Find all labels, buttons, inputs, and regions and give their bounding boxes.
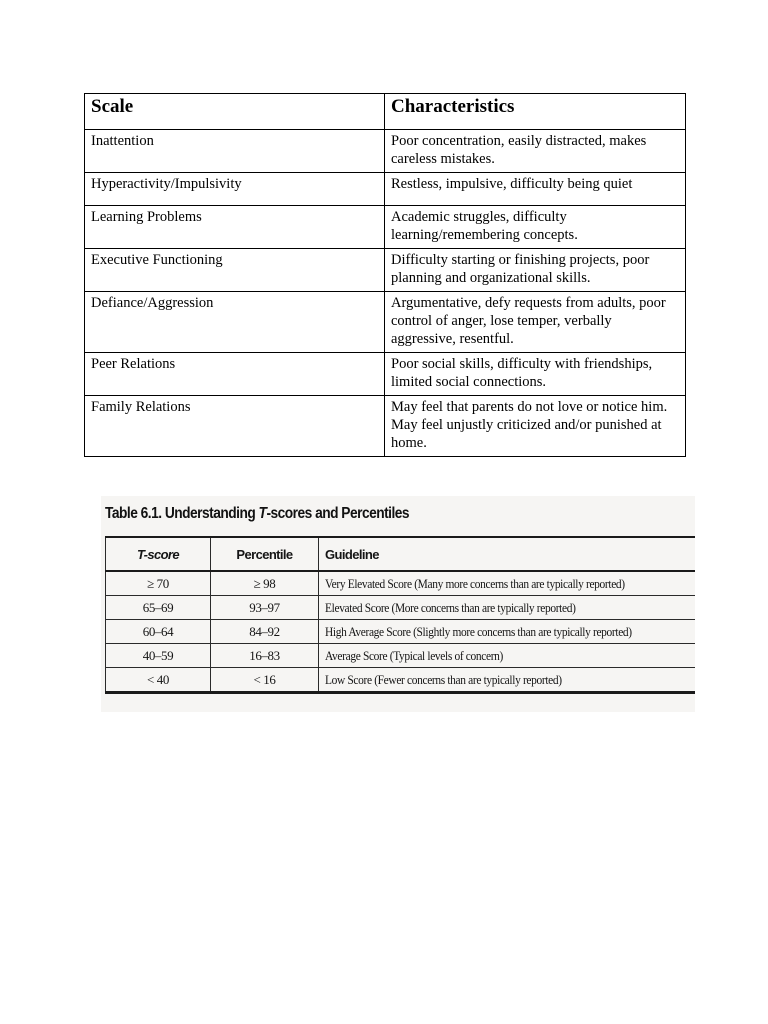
scale-cell: Executive Functioning bbox=[85, 249, 385, 292]
caption-prefix: Table 6.1. Understanding bbox=[105, 505, 259, 522]
table-header-row bbox=[106, 537, 696, 571]
table-row bbox=[85, 206, 686, 249]
column-header-characteristics: Characteristics bbox=[385, 94, 686, 130]
guideline-cell bbox=[319, 571, 696, 596]
table-caption bbox=[105, 505, 409, 523]
guideline-text: Very Elevated Score (Many more concerns than are typically reported) bbox=[325, 575, 625, 591]
table-row bbox=[106, 620, 696, 644]
table-row bbox=[106, 571, 696, 596]
characteristics-cell: Argumentative, defy requests from adults, poor control of anger, lose temper, verbally aggressive, resentful. bbox=[385, 292, 686, 353]
caption-italic-t: T bbox=[258, 505, 267, 522]
guideline-text: Elevated Score (More concerns than are typically reported) bbox=[325, 599, 576, 615]
guideline-text: High Average Score (Slightly more concerns than are typically reported) bbox=[325, 623, 632, 639]
guideline-text: Low Score (Fewer concerns than are typically reported) bbox=[325, 671, 562, 687]
tscore-table-figure bbox=[101, 496, 695, 712]
table-row bbox=[106, 644, 696, 668]
characteristics-cell: Poor social skills, difficulty with friendships, limited social connections. bbox=[385, 353, 686, 396]
guideline-cell bbox=[319, 596, 696, 620]
table-row bbox=[106, 668, 696, 693]
table-row bbox=[106, 596, 696, 620]
tscore-cell: 60–64 bbox=[106, 620, 211, 644]
table-row bbox=[85, 173, 686, 206]
scale-characteristics-table bbox=[84, 93, 686, 457]
scale-cell: Hyperactivity/Impulsivity bbox=[85, 173, 385, 206]
guideline-cell bbox=[319, 668, 696, 693]
guideline-cell bbox=[319, 620, 696, 644]
characteristics-cell: Academic struggles, difficulty learning/remembering concepts. bbox=[385, 206, 686, 249]
column-header-guideline: Guideline bbox=[319, 537, 696, 571]
caption-suffix: -scores and Percentiles bbox=[266, 505, 410, 522]
characteristics-cell: Restless, impulsive, difficulty being quiet bbox=[385, 173, 686, 206]
percentile-cell: ≥ 98 bbox=[211, 571, 319, 596]
guideline-cell bbox=[319, 644, 696, 668]
column-header-percentile: Percentile bbox=[211, 537, 319, 571]
scale-cell: Inattention bbox=[85, 130, 385, 173]
table-row bbox=[85, 353, 686, 396]
table-row bbox=[85, 249, 686, 292]
scale-cell: Peer Relations bbox=[85, 353, 385, 396]
tscore-table bbox=[105, 536, 695, 694]
scale-cell: Learning Problems bbox=[85, 206, 385, 249]
scale-cell: Family Relations bbox=[85, 396, 385, 457]
table-row bbox=[85, 396, 686, 457]
tscore-cell: < 40 bbox=[106, 668, 211, 693]
percentile-cell: 16–83 bbox=[211, 644, 319, 668]
tscore-cell: 65–69 bbox=[106, 596, 211, 620]
tscore-cell: 40–59 bbox=[106, 644, 211, 668]
characteristics-cell: May feel that parents do not love or notice him. May feel unjustly criticized and/or punished at home. bbox=[385, 396, 686, 457]
characteristics-cell: Poor concentration, easily distracted, makes careless mistakes. bbox=[385, 130, 686, 173]
table-row bbox=[85, 130, 686, 173]
table-row bbox=[85, 292, 686, 353]
scale-cell: Defiance/Aggression bbox=[85, 292, 385, 353]
column-header-scale: Scale bbox=[85, 94, 385, 130]
percentile-cell: 93–97 bbox=[211, 596, 319, 620]
characteristics-cell: Difficulty starting or finishing projects, poor planning and organizational skills. bbox=[385, 249, 686, 292]
percentile-cell: 84–92 bbox=[211, 620, 319, 644]
percentile-cell: < 16 bbox=[211, 668, 319, 693]
table-header-row bbox=[85, 94, 686, 130]
guideline-text: Average Score (Typical levels of concern) bbox=[325, 647, 503, 663]
tscore-cell: ≥ 70 bbox=[106, 571, 211, 596]
column-header-tscore: T-score bbox=[106, 537, 211, 571]
